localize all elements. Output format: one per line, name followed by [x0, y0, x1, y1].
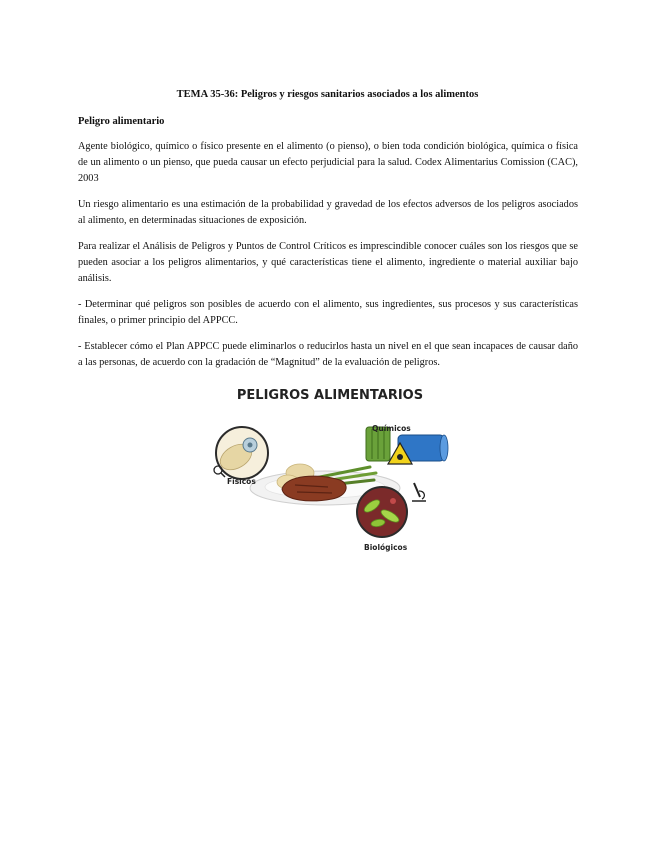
microscope-icon	[412, 483, 426, 501]
figure-title: PELIGROS ALIMENTARIOS	[236, 388, 424, 403]
label-fisicos: Físicos	[227, 477, 256, 486]
paragraph-establish: - Establecer cómo el Plan APPCC puede eliminarlos o reducirlos hasta un nivel en el que sean incapaces de causar daño a las personas, de acuerdo con la gradación de “Magnitud” de la evaluación de peligros.	[78, 341, 578, 368]
steak	[282, 476, 346, 501]
label-quimicos: Químicos	[372, 424, 411, 433]
paragraph-risk: Un riesgo alimentario es una estimación de la probabilidad y gravedad de los efectos adversos de los peligros asociados al alimento, en determinadas situaciones de exposición.	[78, 199, 578, 226]
hazards-illustration	[200, 383, 460, 563]
label-biologicos: Biológicos	[364, 543, 408, 552]
paragraph-definition: Agente biológico, químico o físico presente en el alimento (o pienso), o bien toda condición biológica, química o física de un alimento o un pienso, que pueda causar un efecto perjudicial para la salud. Codex Alimentarius Comission (CAC), 2003	[78, 141, 578, 184]
paragraph-appcc: Para realizar el Análisis de Peligros y Puntos de Control Críticos es imprescindible conocer cuáles son los riesgos que se pueden asociar a los peligros alimentarios, y qué características tiene el alimento, ingrediente o material auxiliar bajo análisis.	[78, 241, 578, 284]
section-heading: Peligro alimentario	[78, 116, 165, 127]
paragraph-determine: - Determinar qué peligros son posibles de acuerdo con el alimento, sus ingredientes, sus procesos y sus características finales, o primer principio del APPCC.	[78, 299, 578, 326]
hazards-figure	[200, 383, 460, 563]
document-title: TEMA 35-36: Peligros y riesgos sanitarios asociados a los alimentos	[176, 89, 479, 100]
